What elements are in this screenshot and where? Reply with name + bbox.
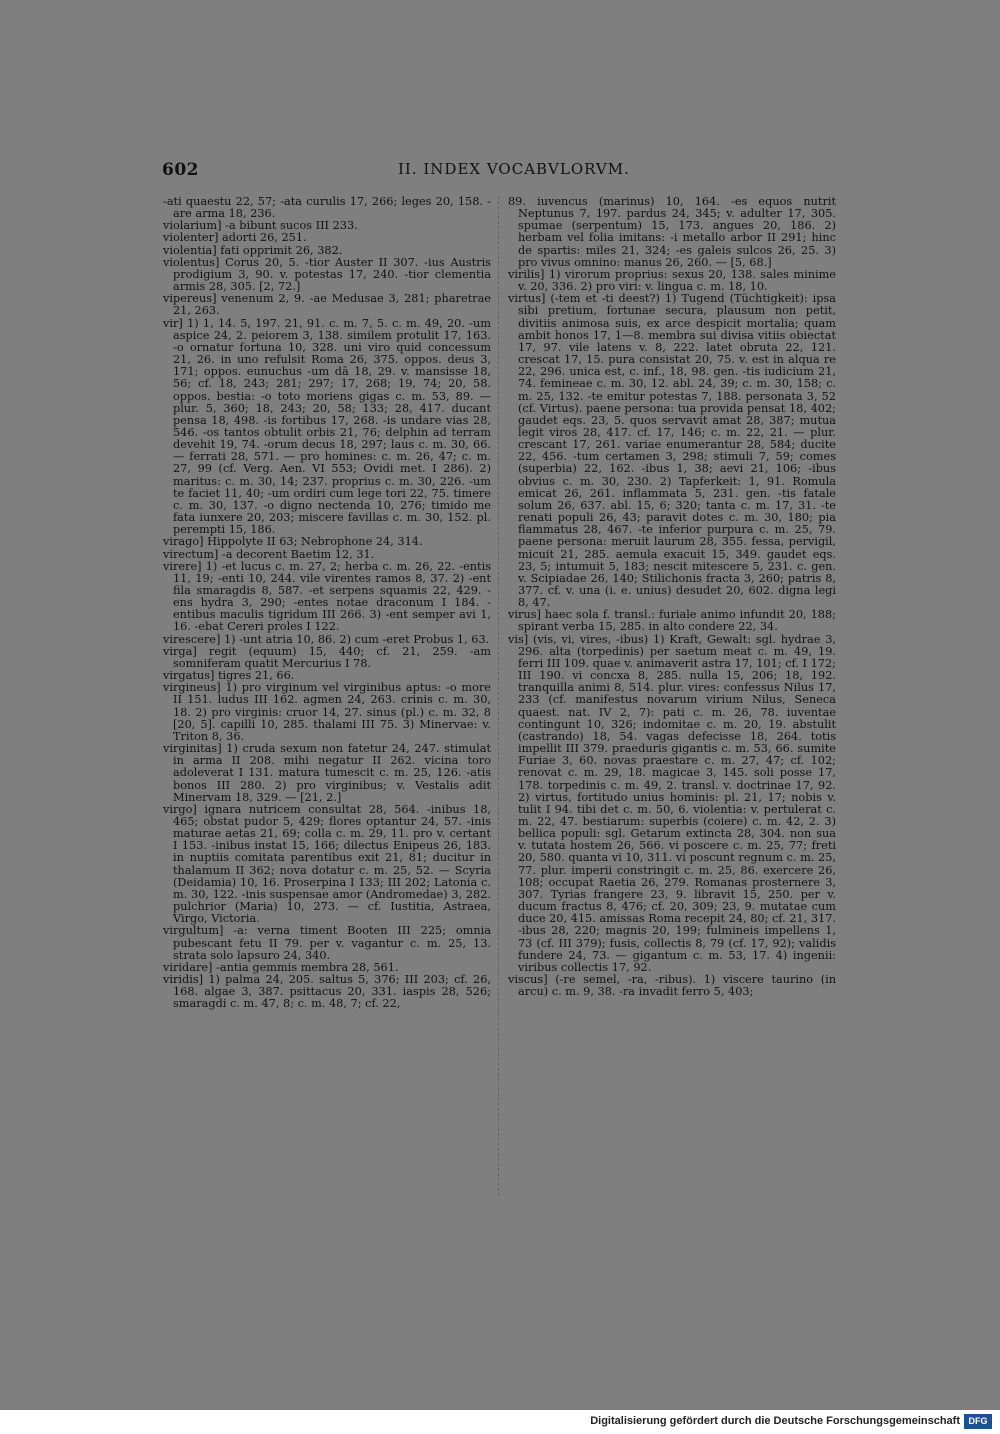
dictionary-entry: virectum] -a decorent Baetim 12, 31. bbox=[163, 547, 375, 561]
dictionary-entry: virgultum] -a: verna timent Booten III 225; omnia pubescant fetu II 79. per v. vagantur c. m. 25, 13. strata solo lapsuro 24, 340. bbox=[163, 924, 491, 962]
dictionary-entry: viscus] (-re semel, -ra, -ribus). 1) viscere taurino (in arcu) c. m. 9, 38. -ra invadit ferro 5, 403; bbox=[508, 973, 836, 999]
dictionary-entry: virtus] (-tem et -ti deest?) 1) Tugend (Tüchtigkeit): ipsa sibi pretium, fortunae secura, plausum non petit, divitiis animosa suis, ex arce despicit mortalia; quam ambit honos 17, 1—8. membra sui divisa vitiis obiectat 17, 97. vile latens v. 8, 222. latet obruta 22, 121. crescat 17, 15. pura consistat 20, 75. v. est in alqua re 22, 296. unica est, c. inf., 18, 98. gen. -tis iudicium 21, 74. femineae c. m. 30, 12. abl. 24, 39; c. m. 30, 158; c. m. 25, 132. -te emitur potestas 7, 188. personata 3, 52 (cf. Virtus). paene persona: tua provida pensat 18, 402; gaudet eqs. 23, 5. quos servavit amat 28, 387; mutua legit viros 28, 417. cf. 17, 146; c. m. 22, 21. — plur. crescant 17, 261. variae enumerantur 28, 584; ducite 22, 456. -tum certamen 3, 298; stimuli 7, 59; comes (superbia) 22, 162. -ibus 1, 38; aevi 21, 106; -ibus obvius c. m. 30, 230. 2) Tapferkeit: 1, 91. Romula emicat 26, 261. inflammata 5, 231. gen. -tis fatale solum 26, 637. abl. 15, 6; 320; tanta c. m. 17, 31. -te renati populi 26, 43; paravit dotes c. m. 30, 180; pia flammatus 28, 467. -te inferior purpura c. m. 25, 79. paene persona: meruit laurum 28, 355. fessa, pervigil, micuit 21, 285. aemula exacuit 15, 349. gaudet eqs. 23, 5; intumuit 5, 183; nescit mitescere 5, 231. c. gen. v. Scipiadae 26, 140; Stilichonis fracta 3, 260; patris 8, 377. cf. v. una (i. e. unius) desudet 20, 602. digna legi 8, 47. bbox=[508, 292, 836, 610]
footer-bar bbox=[0, 1410, 1000, 1434]
dictionary-entry: vir] 1) 1, 14. 5, 197. 21, 91. c. m. 7, 5. c. m. 49, 20. -um aspice 24, 2. peiorem 3, 138. similem protulit 17, 163. -o ornatur fortuna 10, 328. uni viro quid concessum 21, 26. in uno refulsit Roma 26, 375. oppos. deus 3, 171; oppos. eunuchus -um dā 18, 29. v. mansisse 18, 56; cf. 18, 243; 281; 297; 17, 268; 19, 74; 20, 58. oppos. bestia: -o toto moriens gigas c. m. 53, 89. — plur. 5, 360; 18, 243; 20, 58; 133; 28, 417. ducant pensa 18, 498. -is fortibus 17, 268. -is undare vias 28, 546. -os tantos obtulit orbis 21, 76; delphin ad terram devehit 19, 74. -orum decus 18, 297; laus c. m. 30, 66. — ferrati 28, 571. — pro homines: c. m. 26, 47; c. m. 27, 99 (cf. Verg. Aen. VI 553; Ovidi met. I 286). 2) maritus: c. m. 30, 14; 237. proprius c. m. 30, 226. -um te faciet 11, 40; -um ordiri cum lege tori 22, 75. timere c. m. 30, 137. -o digno nectenda 10, 276; timido me fata iunxere 20, 203; miscere favillas c. m. 30, 152. pl. perempti 15, 186. bbox=[163, 316, 491, 537]
dictionary-entry: violarium] -a bibunt sucos III 233. bbox=[163, 219, 358, 233]
dfg-logo: DFG bbox=[964, 1414, 992, 1429]
dictionary-entry: virus] haec sola f. transl.: furiale animo infundit 20, 188; spirant verba 15, 285. in alto condere 22, 34. bbox=[508, 608, 836, 634]
dictionary-entry: violentus] Corus 20, 5. -tior Auster II 307. -ius Austris prodigium 3, 90. v. potestas 17, 240. -tior clementia armis 28, 305. [2, 72.] bbox=[163, 255, 491, 294]
dictionary-entry: viridis] 1) palma 24, 205. saltus 5, 376; III 203; cf. 26, 168. algae 3, 387. psittacus 20, 331. iaspis 28, 526; smaragdi c. m. 47, 8; c. m. 48, 7; cf. 22, bbox=[163, 973, 491, 1011]
left-column bbox=[163, 196, 491, 1010]
dictionary-entry: virilis] 1) virorum proprius: sexus 20, 138. sales minime v. 20, 336. 2) pro viri: v. lingua c. m. 18, 10. bbox=[508, 267, 836, 294]
dictionary-entry: vis] (vis, vi, vires, -ibus) 1) Kraft, Gewalt: sgl. hydrae 3, 296. alta (torpedinis) per saetum meat c. m. 49, 19. ferri III 109. quae v. animaverit astra 17, 101; cf. I 172; III 190. vi concxa 8, 285. nulla 15, 206; 18, 192. tranquilla animi 8, 514. plur. vires: confessus Nilus 17, 233 (cf. manifestus novarum virium Nilus, Seneca quaest. nat. IV 2, 7): pati c. m. 26, 78. iuventae contingunt 10, 326; indomitae c. m. 20, 19. abstulit (castrando) 18, 54. vagas defecisse 18, 264. totis impellit III 379. praeduris gigantis c. m. 53, 66. sumite Furiae 3, 60. novas praestare c. m. 27, 47; cf. 102; renovat c. m. 29, 18. magicae 3, 145. soli posse 17, 178. torpedinis c. m. 49, 2. transl. v. doctrinae 17, 92. 2) virtus, fortitudo unius hominis: pl. 21, 17; nobis v. tulit I 94. tibi det c. m. 50, 6. violentia: v. pertulerat c. m. 22, 47. bestiarum: superbis (coiere) c. m. 42, 2. 3) bellica populi: sgl. Getarum extincta 28, 304. non sua v. tutata hostem 26, 566. vi poscere c. m. 25, 77; freti 20, 580. quanta vi 10, 311. vi poscunt regnum c. m. 25, 77. plur. imperii constringit c. m. 25, 86. exercere 26, 108; occupat Raetia 26, 279. Romanas prosternere 3, 307. Tyrias frangere 23, 9. libravit 15, 250. per v. ducum fractus 8, 476; cf. 20, 309; 23, 9. mutatae cum duce 20, 415. amissas Roma recepit 24, 80; cf. 21, 317. -ibus 28, 220; magnis 20, 199; fulmineis impellens 1, 73 (cf. III 379); fusis, collectis 8, 79 (cf. 17, 92); validis fundere 24, 73. — gigantum c. m. 53, 17. 4) ingenii: viribus collectis 17, 92. bbox=[508, 632, 836, 974]
right-column bbox=[508, 196, 836, 998]
dictionary-entry: virginitas] 1) cruda sexum non fatetur 24, 247. stimulat in arma II 208. mihi negatur II 262. vicina toro adoleverat I 131. matura tumescit c. m. 25, 126. -atis bonos III 280. 2) pro virginibus; v. Vestalis adit Minervam 18, 329. — [21, 2.] bbox=[163, 742, 491, 804]
running-head: II. INDEX VOCABVLORVM. bbox=[398, 160, 630, 178]
page-header bbox=[0, 148, 1000, 188]
dictionary-entry: violentia] fati opprimit 26, 382. bbox=[163, 243, 343, 257]
dictionary-entry: virga] regit (equum) 15, 440; cf. 21, 259. -am somniferam quatit Mercurius I 78. bbox=[163, 644, 491, 670]
dictionary-entry: virago] Hippolyte II 63; Nebrophone 24, 314. bbox=[163, 535, 423, 549]
footer-credit: Digitalisierung gefördert durch die Deutsche Forschungsgemeinschaft bbox=[590, 1415, 960, 1427]
dictionary-entry: virgo] ignara nutricem consultat 28, 564. -inibus 18, 465; obstat pudor 5, 429; flores optantur 24, 57. -inis maturae aetas 21, 69; colla c. m. 29, 11. pro v. certant I 153. -inibus instat 15, 166; dilectus Enipeus 26, 183. in nuptiis comitata parentibus exit 21, 81; ducitur in thalamum II 362; nova dotatur c. m. 25, 52. — Scyria (Deidamia) 10, 16. Proserpina I 133; III 202; Latonia c. m. 30, 122. -inis suspensae amor (Andromedae) 3, 282. pulchrior (Maria) 10, 273. — cf. Iustitia, Astraea, Virgo, Victoria. bbox=[163, 802, 491, 926]
page-number: 602 bbox=[162, 160, 199, 180]
dictionary-entry: -ati quaestu 22, 57; -ata curulis 17, 266; leges 20, 158. -are arma 18, 236. bbox=[163, 195, 491, 221]
dictionary-entry: violenter] adorti 26, 251. bbox=[163, 231, 307, 245]
dictionary-entry: viridare] -antia gemmis membra 28, 561. bbox=[163, 960, 399, 974]
dictionary-entry: virgineus] 1) pro virginum vel virginibus aptus: -o more II 151. ludus III 162. agmen 24, 263. crinis c. m. 30, 18. 2) pro virginis: cruor 14, 27. sinus (pl.) c. m. 32, 8 [20, 5]. capilli 10, 285. thalami III 75. 3) Minervae: v. Triton 8, 36. bbox=[163, 681, 491, 743]
dictionary-entry: virere] 1) -et lucus c. m. 27, 2; herba c. m. 26, 22. -entis 11, 19; -enti 10, 244. vile virentes ramos 8, 37. 2) -ent fila smaragdis 8, 587. -et serpens squamis 22, 429. -ens hydra 3, 290; -entes notae draconum I 184. -entibus maculis tigridum III 266. 3) -ent semper avi 1, 16. -ebat Cereri proles I 122. bbox=[163, 559, 491, 634]
column-divider bbox=[498, 196, 499, 1196]
dictionary-entry: virescere] 1) -unt atria 10, 86. 2) cum -eret Probus 1, 63. bbox=[163, 632, 490, 646]
dictionary-entry: vipereus] venenum 2, 9. -ae Medusae 3, 281; pharetrae 21, 263. bbox=[163, 292, 491, 318]
dictionary-entry: 89. iuvencus (marinus) 10, 164. -es equos nutrit Neptunus 7, 197. pardus 24, 345; v. adulter 17, 305. spumae (serpentum) 15, 173. angues 20, 186. 2) herbam vel folia imitans: -i metallo arbor II 291; hinc de spartis: miles 21, 324; -es galeis sulcos 26, 25. 3) pro vivus omnino: manus 26, 260. — [5, 68.] bbox=[508, 195, 836, 269]
dictionary-entry: virgatus] tigres 21, 66. bbox=[163, 669, 295, 683]
